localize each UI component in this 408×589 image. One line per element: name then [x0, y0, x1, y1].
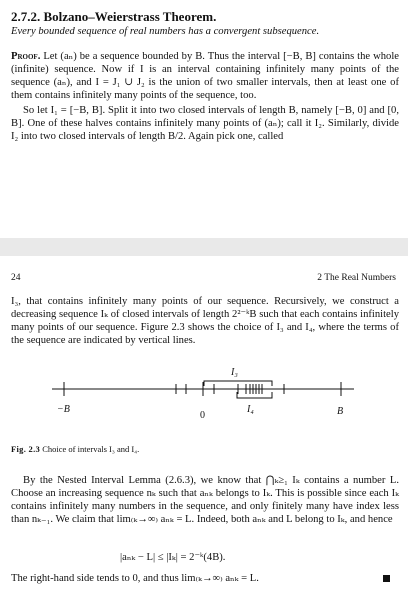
tick-zero: 0 — [200, 410, 205, 421]
figure-caption — [11, 444, 139, 454]
qed-square-icon — [383, 575, 390, 582]
caption-text: Choice of intervals I₃ and I₄. — [42, 444, 140, 454]
tick-neg-b: −B — [57, 404, 70, 415]
tick-b: B — [337, 406, 344, 417]
label-i4: I₄ — [247, 404, 254, 415]
closing-sentence: The right-hand side tends to 0, and thus lim₍ₖ→∞₎ aₙₖ = L. — [11, 573, 259, 584]
theorem-statement: Every bounded sequence of real numbers has a convergent subsequence. — [11, 26, 320, 37]
theorem-title: 2.7.2. Bolzano–Weierstrass Theorem. — [11, 9, 217, 24]
proof-paragraph-2: So let I₁ = [−B, B]. Split it into two closed intervals of length B, namely [−B, 0] and [0, B]. One of these halves contains infinitely many points of (aₙ); call it I₂. Similarly, divide I₂ into two closed intervals of length B/2. Again pick one, called — [11, 105, 399, 142]
running-head: 2 The Real Numbers — [317, 273, 396, 283]
page-number: 24 — [11, 273, 21, 283]
proof-label: Proof. — [11, 51, 41, 62]
proof-text-1: Let (aₙ) be a sequence bounded by B. Thus the interval [−B, B] contains the whole (infinite) sequence. Now if I is an interval containing infinitely many points of the sequence (aₙ), and I = J₁ ∪ J₂ is the union of two smaller intervals, then at least one of them contains infinitely many points of the sequence, too. — [11, 51, 399, 101]
label-i3: I₃ — [231, 367, 238, 378]
caption-label: Fig. 2.3 — [11, 444, 41, 454]
proof-paragraph-4: By the Nested Interval Lemma (2.6.3), we know that ⋂ₖ≥₁ Iₖ contains a number L. Choose an increasing sequence nₖ such that aₙₖ belongs to Iₖ. This is possible since each Iₖ contains infinitely many numbers in the sequence, and only finitely many have index less than nₖ₋₁. We claim that lim₍ₖ→∞₎ aₙₖ = L. Indeed, both aₙₖ and L belong to Iₖ, and hence — [11, 475, 399, 525]
proof-paragraph-3: I₃, that contains infinitely many points of our sequence. Recursively, we construct a decreasing sequence Iₖ of closed intervals of length 2²⁻ᵏB such that each contains infinitely many points of our sequence. Figure 2.3 shows the choice of I₃ and I₄, where the terms of the sequence are indicated by vertical lines. — [11, 296, 399, 346]
display-equation: |aₙₖ − L| ≤ |Iₖ| = 2⁻ᵏ(4B). — [120, 552, 226, 563]
